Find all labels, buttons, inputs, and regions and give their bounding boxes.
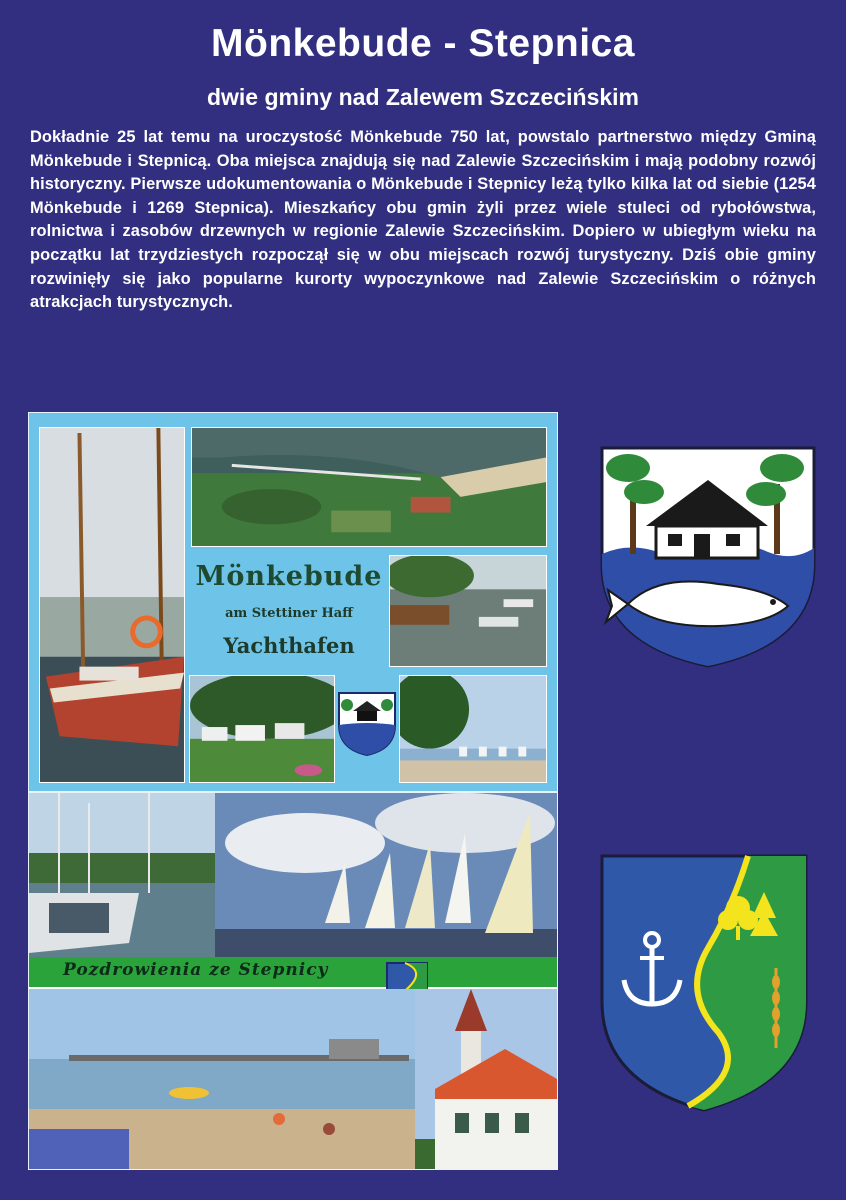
coat-of-arms-monkebude: [598, 444, 818, 670]
postcard-caption: Yachthafen: [223, 633, 355, 658]
photo-camping: [189, 675, 335, 783]
photo-church: [415, 989, 557, 1169]
postcard-stepnica: [28, 792, 558, 1170]
small-crest-monkebude: [337, 691, 397, 757]
photo-sailboat: [39, 427, 185, 783]
photo-regatta: [215, 793, 557, 957]
photo-lagoon-jetty: [389, 555, 547, 667]
postcard-greeting: Pozdrowienia ze Stepnicy: [63, 960, 329, 980]
photo-beach-baskets: [399, 675, 547, 783]
intro-text: [30, 126, 816, 315]
page-subtitle: dwie gminy nad Zalewem Szczecińskim: [206, 84, 640, 110]
coat-of-arms-stepnica: [598, 852, 810, 1114]
photo-marina: [29, 793, 215, 957]
page-title: Mönkebude - Stepnica: [211, 22, 635, 65]
postcard-monkebude: [28, 412, 558, 792]
postcard-tagline: am Stettiner Haff: [225, 606, 353, 621]
postcard-monkebude-title: [189, 561, 389, 658]
intro-paragraph: Dokładnie 25 lat temu na uroczystość Mönkebude 750 lat, powstalo partnerstwo między Gminą Mönkebude i Stepnicą. Oba miejsca znajdują się nad Zalewie Szczecińskim i mają podobny rozwój historyczny. Pierwsze udokumentowania o Mönkebude i Stepnicy leżą tylko kilka lat od siebie (1254 Mönkebude i 1269 Stepnica). Mieszkańcy obu gmin żyli przez wiele stuleci od rybołówstwa, rolnictwa i zasobów drzewnych w regionie Zalewie Szczecińskim. Dopiero w ubiegłym wieku na początku lat trzydziestych rozpoczął się w obu miejscach rozwój turystyczny. Dziś obie gminy rozwinięły się jako popularne kurorty wypoczynkowe nad Zalewie Szczecińskim o różnych atrakcjach turystycznych.: [30, 128, 816, 312]
postcard-brand: Mönkebude: [195, 561, 383, 592]
photo-pier-beach: [29, 989, 415, 1169]
photo-aerial-harbor: [191, 427, 547, 547]
